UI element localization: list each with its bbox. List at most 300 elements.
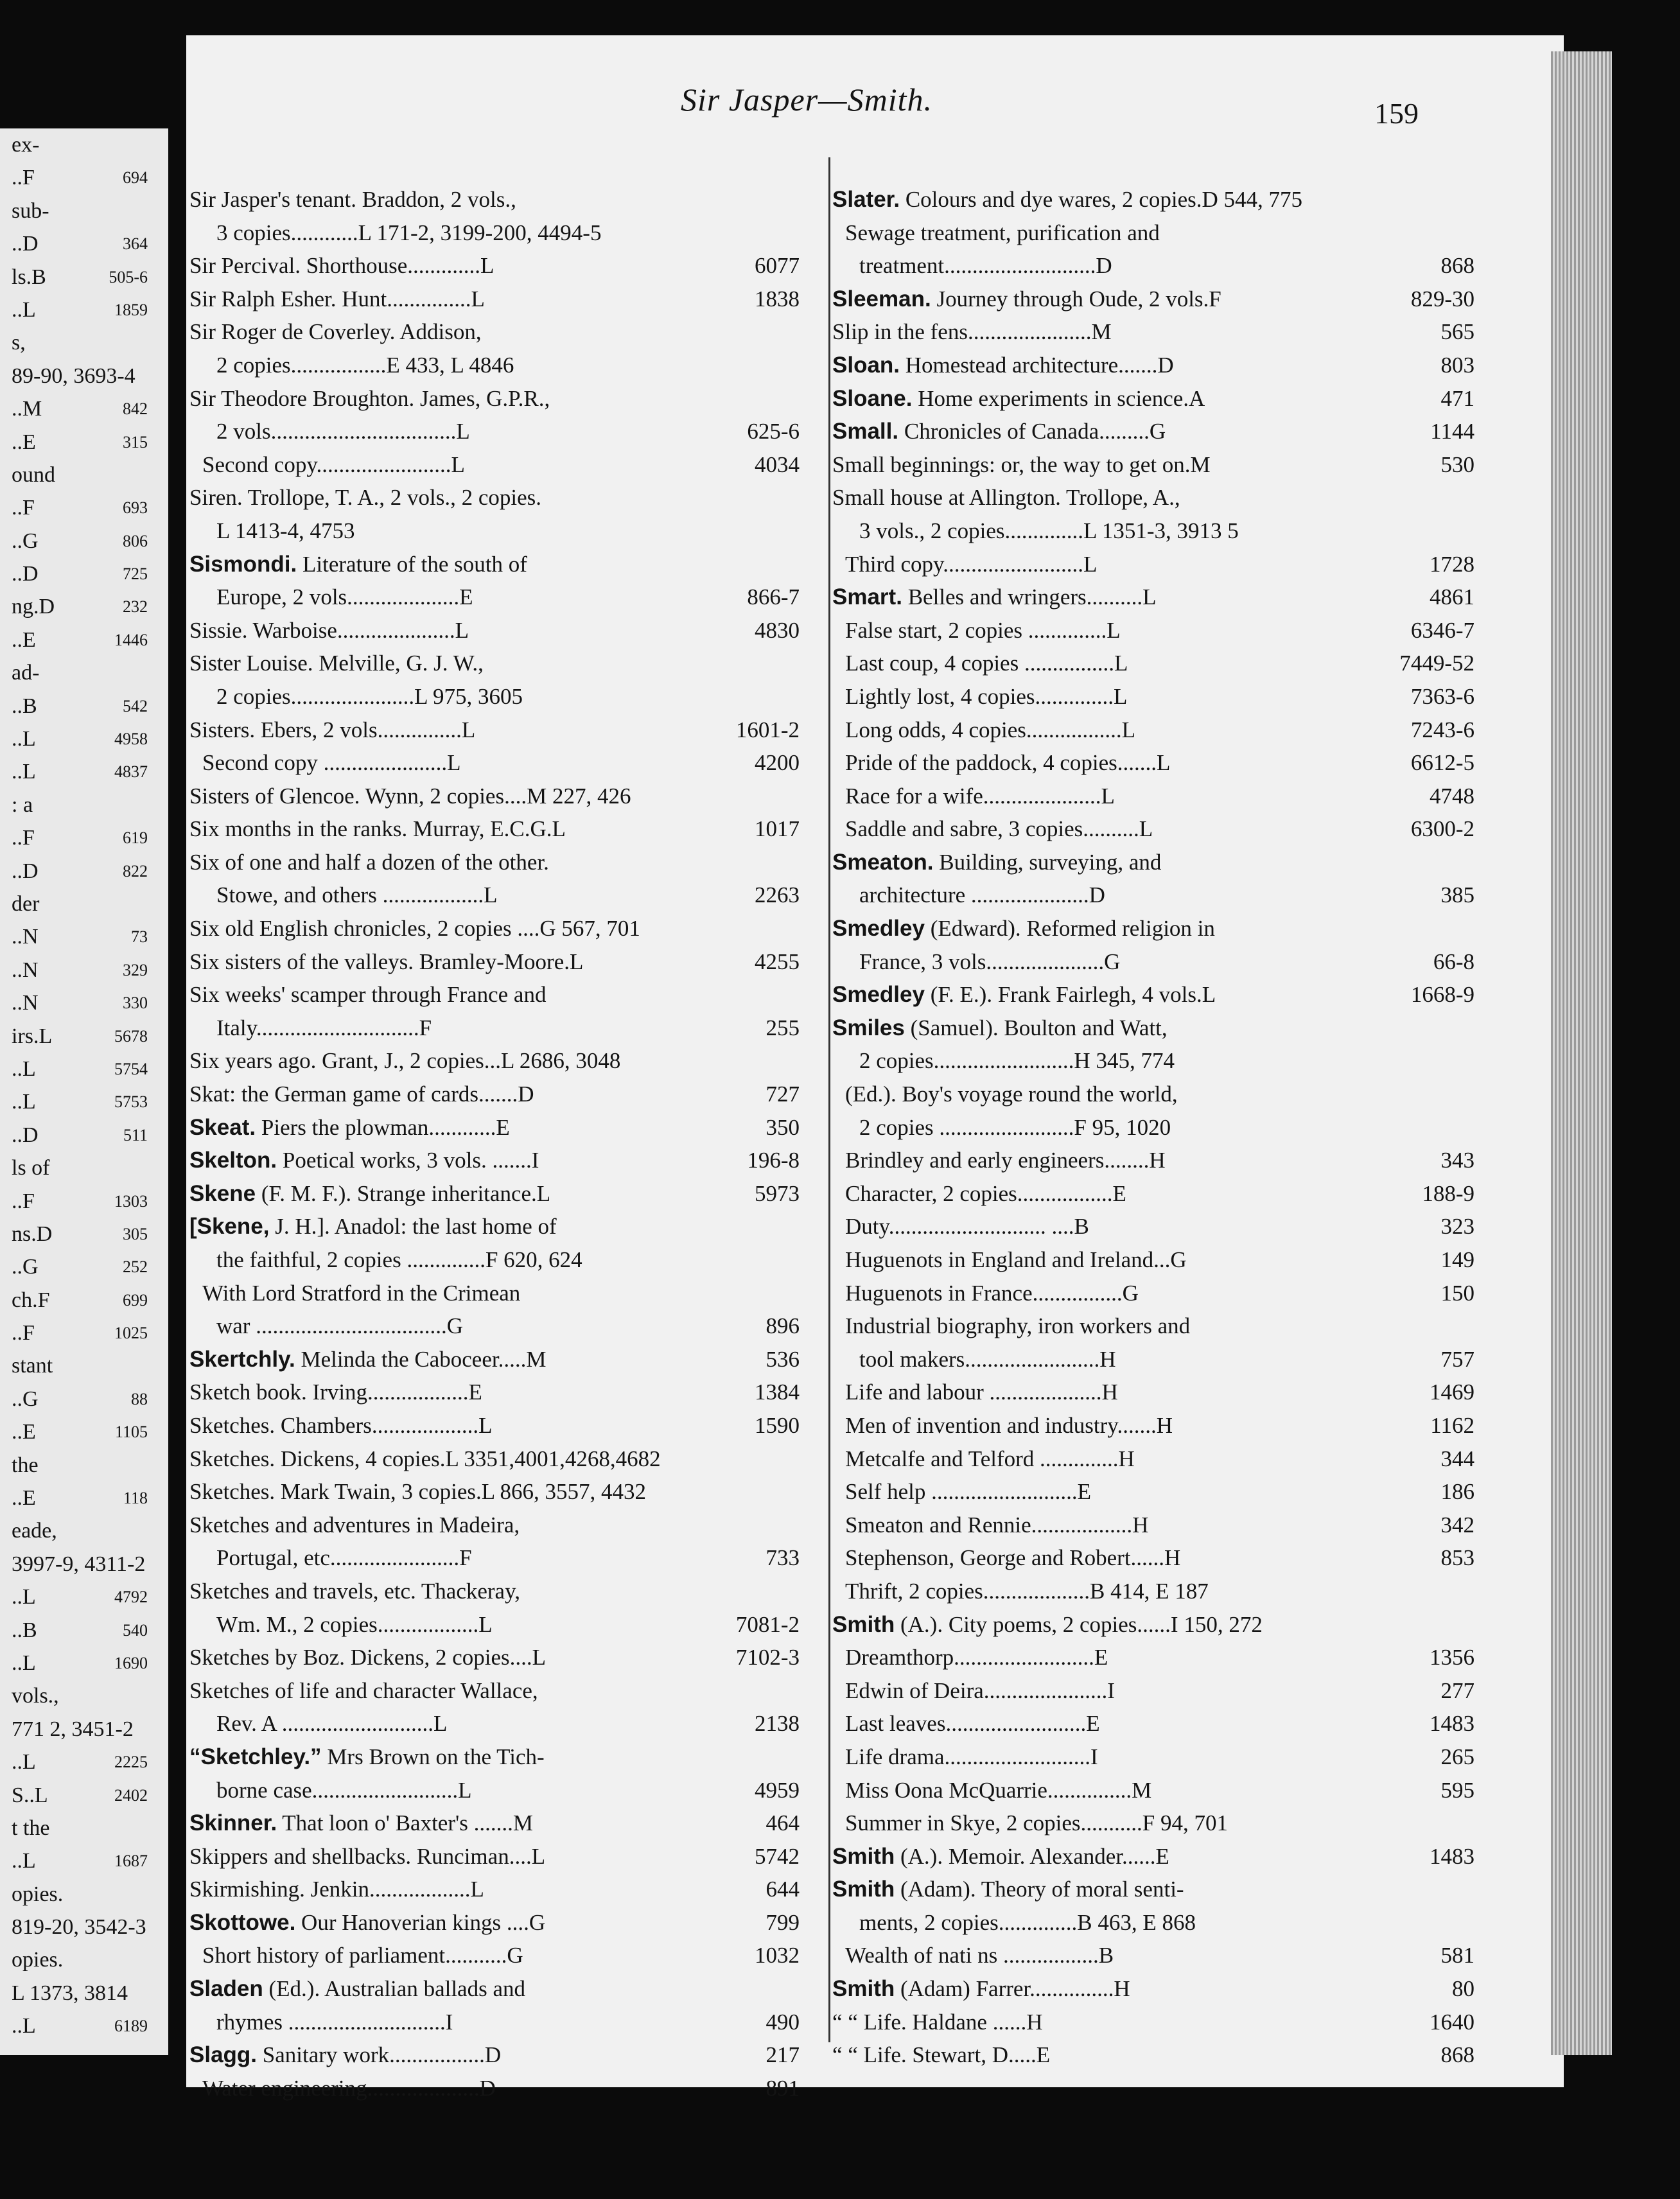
index-entry <box>189 1674 800 1740</box>
entry-title: Sketches. Chambers...................L <box>189 1412 493 1438</box>
entry-title: Skinner. That loon o' Baxter's .......M <box>189 1810 534 1836</box>
fragment-text: vols., <box>12 1684 59 1708</box>
index-entry <box>832 1707 1474 1740</box>
fragment-text: der <box>12 891 40 916</box>
fragment-number: 1859 <box>114 300 148 319</box>
fragment-number: 364 <box>123 234 148 254</box>
entry-title: Skene (F. M. F.). Strange inheritance.L <box>189 1180 551 1206</box>
shelf-number: 1838 <box>755 286 800 311</box>
fragment-text: ex- <box>12 133 40 157</box>
shelf-number: 4861 <box>1430 584 1474 610</box>
fragment-line <box>0 326 159 359</box>
entry-title: Second copy........................L <box>202 451 465 477</box>
entry-title: “ “ Life. Stewart, D.....E <box>832 2042 1051 2068</box>
index-entry <box>832 1939 1474 1972</box>
fragment-text: opies. <box>12 1948 64 1972</box>
shelf-number: 4748 <box>1430 783 1474 809</box>
facing-page-fragment <box>0 128 168 2055</box>
shelf-number: 866-7 <box>747 584 800 610</box>
fragment-text: ..L <box>12 1651 36 1675</box>
fragment-line <box>0 1911 159 1943</box>
fragment-line <box>0 590 159 623</box>
index-entry <box>189 1343 800 1376</box>
shelf-number: 896 <box>766 1313 800 1339</box>
fragment-line <box>0 1548 159 1581</box>
fragment-text: ..D <box>12 859 39 883</box>
entry-title: Sketches. Mark Twain, 3 copies.L 866, 3557, 4432 <box>189 1479 647 1505</box>
shelf-number: 490 <box>766 2009 800 2035</box>
entry-title: Sketches and travels, etc. Thackeray, <box>189 1578 521 1604</box>
fragment-number: 2225 <box>114 1753 148 1772</box>
fragment-number: 842 <box>123 399 148 419</box>
fragment-line <box>0 656 159 689</box>
index-entry <box>189 1144 800 1177</box>
fragment-number: 5753 <box>114 1092 148 1112</box>
entry-continuation: 2 copies.................E 433, L 4846 <box>216 352 514 378</box>
index-entry <box>832 548 1474 581</box>
entry-title: Smeaton. Building, surveying, and <box>832 849 1162 875</box>
index-entry <box>832 1575 1474 1608</box>
shelf-number: 1590 <box>755 1412 800 1438</box>
fragment-text: ..L <box>12 1056 36 1081</box>
fragment-line <box>0 1614 159 1647</box>
fragment-text: ..L <box>12 1849 36 1873</box>
fragment-number: 4837 <box>114 762 148 782</box>
fragment-text: ..B <box>12 1618 37 1642</box>
entry-continuation: tool makers........................H <box>859 1346 1116 1372</box>
entry-title: Last leaves.........................E <box>845 1711 1100 1737</box>
index-entry <box>832 382 1474 416</box>
index-entry <box>832 1078 1474 1144</box>
shelf-number: 66-8 <box>1433 949 1474 974</box>
fragment-line <box>0 557 159 590</box>
entry-title: Stephenson, George and Robert......H <box>845 1545 1181 1571</box>
fragment-number: 5754 <box>114 1059 148 1078</box>
entry-title: Life drama..........................I <box>845 1744 1098 1769</box>
shelf-number: 7363-6 <box>1410 683 1474 709</box>
index-entry <box>832 714 1474 747</box>
entry-continuation: war ..................................G <box>216 1313 463 1339</box>
shelf-number: 1469 <box>1430 1380 1474 1405</box>
entry-continuation: Italy.............................F <box>216 1015 432 1040</box>
fragment-number: 822 <box>123 861 148 880</box>
fragment-line <box>0 1317 159 1349</box>
fragment-line <box>0 1415 159 1448</box>
fragment-line <box>0 1284 159 1317</box>
fragment-text: : a <box>12 793 33 817</box>
entry-title: Sewage treatment, purification and <box>845 220 1160 245</box>
fragment-number: 329 <box>123 960 148 979</box>
entry-title: Smeaton and Rennie..................H <box>845 1512 1149 1538</box>
shelf-number: 350 <box>766 1114 800 1140</box>
shelf-number: 4830 <box>755 617 800 643</box>
fragment-text: L 1373, 3814 <box>12 1981 128 2005</box>
fragment-line <box>0 1085 159 1118</box>
entry-continuation: 3 vols., 2 copies..............L 1351-3, 3913 5 <box>859 518 1239 543</box>
shelf-number: 255 <box>766 1015 800 1040</box>
fragment-line <box>0 1746 159 1778</box>
shelf-number: 644 <box>766 1877 800 1902</box>
fragment-text: ..E <box>12 1420 36 1444</box>
fragment-text: eade, <box>12 1519 57 1543</box>
entry-continuation: 3 copies............L 171-2, 3199-200, 4494-5 <box>216 220 602 245</box>
shelf-number: 853 <box>1440 1545 1474 1571</box>
entry-continuation: ments, 2 copies..............B 463, E 868 <box>859 1909 1196 1935</box>
entry-title: Skat: the German game of cards.......D <box>189 1082 534 1107</box>
fragment-number: 1446 <box>114 630 148 649</box>
fragment-number: 511 <box>123 1125 148 1144</box>
fragment-line <box>0 755 159 788</box>
fragment-text: ..F <box>12 1189 35 1213</box>
index-entry <box>832 1740 1474 1774</box>
entry-title: Smart. Belles and wringers..........L <box>832 584 1157 610</box>
index-entry <box>189 1442 800 1476</box>
index-entry <box>189 1210 800 1276</box>
fragment-text: ound <box>12 462 55 487</box>
index-entry <box>189 1409 800 1442</box>
fragment-line <box>0 1218 159 1250</box>
index-entry <box>832 1509 1474 1542</box>
fragment-number: 252 <box>123 1257 148 1277</box>
index-entry <box>189 846 800 912</box>
entry-title: Slater. Colours and dye wares, 2 copies.D 544, 775 <box>832 187 1303 212</box>
fragment-text: ..L <box>12 1585 36 1609</box>
fragment-text: ls of <box>12 1156 50 1180</box>
shelf-number: 150 <box>1440 1280 1474 1306</box>
fragment-number: 1105 <box>114 1423 148 1442</box>
index-entry <box>189 548 800 614</box>
fragment-number: 1687 <box>114 1852 148 1871</box>
entry-title: Short history of parliament...........G <box>202 1943 523 1968</box>
shelf-number: 196-8 <box>747 1148 800 1173</box>
fragment-line <box>0 491 159 524</box>
shelf-number: 188-9 <box>1422 1180 1474 1206</box>
entry-title: Sloan. Homestead architecture.......D <box>832 352 1174 378</box>
index-entry <box>189 614 800 647</box>
shelf-number: 5973 <box>755 1180 800 1206</box>
index-entry <box>832 1873 1474 1939</box>
shelf-number: 149 <box>1440 1247 1474 1272</box>
entry-title: Pride of the paddock, 4 copies.......L <box>845 750 1171 776</box>
entry-continuation: Rev. A ...........................L <box>216 1711 448 1737</box>
fragment-text: ..N <box>12 958 39 982</box>
entry-title: Small. Chronicles of Canada.........G <box>832 419 1166 444</box>
entry-continuation: Portugal, etc.......................F <box>216 1545 472 1571</box>
entry-title: Sketches of life and character Wallace, <box>189 1678 538 1703</box>
index-entry <box>832 1012 1474 1078</box>
fragment-line <box>0 1844 159 1877</box>
shelf-number: 868 <box>1440 2042 1474 2068</box>
entry-title: Sisters of Glencoe. Wynn, 2 copies....M 227, 426 <box>189 783 631 809</box>
shelf-number: 595 <box>1440 1777 1474 1803</box>
index-entry <box>189 1509 800 1575</box>
entry-title: Six years ago. Grant, J., 2 copies...L 2686, 3048 <box>189 1048 621 1074</box>
shelf-number: 891 <box>766 2075 800 2101</box>
shelf-number: 1601-2 <box>735 717 800 742</box>
fragment-line <box>0 1185 159 1218</box>
shelf-number: 4959 <box>755 1777 800 1803</box>
fragment-text: s, <box>12 331 26 355</box>
fragment-line <box>0 1977 159 2010</box>
shelf-number: 323 <box>1440 1214 1474 1240</box>
fragment-number: 694 <box>123 168 148 188</box>
shelf-number: 1728 <box>1430 551 1474 577</box>
fragment-text: ad- <box>12 661 40 685</box>
fragment-text: opies. <box>12 1882 64 1906</box>
fragment-line <box>0 1119 159 1152</box>
shelf-number: 1640 <box>1430 2009 1474 2035</box>
shelf-number: 2263 <box>755 882 800 908</box>
fragment-line <box>0 855 159 888</box>
entry-title: Industrial biography, iron workers and <box>845 1313 1191 1339</box>
shelf-number: 565 <box>1440 319 1474 345</box>
fragment-text: ng.D <box>12 595 55 619</box>
index-entry <box>189 780 800 813</box>
index-entry <box>189 448 800 482</box>
fragment-text: ..D <box>12 562 39 586</box>
shelf-number: 186 <box>1440 1479 1474 1505</box>
entry-title: Metcalfe and Telford ..............H <box>845 1446 1135 1471</box>
index-entry <box>189 1641 800 1674</box>
shelf-number: 536 <box>766 1346 800 1372</box>
fragment-text: ..D <box>12 1123 39 1147</box>
shelf-number: 733 <box>766 1545 800 1571</box>
fragment-line <box>0 723 159 755</box>
shelf-number: 803 <box>1440 352 1474 378</box>
fragment-number: 2402 <box>114 1785 148 1805</box>
index-entry <box>189 1177 800 1211</box>
index-entry <box>832 1277 1474 1310</box>
fragment-line <box>0 1152 159 1184</box>
entry-title: Lightly lost, 4 copies..............L <box>845 683 1128 709</box>
entry-title: Second copy ......................L <box>202 750 461 776</box>
facing-page-text <box>0 128 159 2043</box>
index-entry <box>189 647 800 713</box>
shelf-number: 464 <box>766 1810 800 1836</box>
entry-title: Race for a wife.....................L <box>845 783 1115 809</box>
entry-title: Sir Ralph Esher. Hunt...............L <box>189 286 485 311</box>
index-entry <box>189 1111 800 1144</box>
entry-title: Sir Theodore Broughton. James, G.P.R., <box>189 385 550 411</box>
fragment-line <box>0 1713 159 1746</box>
entry-title: “Sketchley.” Mrs Brown on the Tich- <box>189 1744 545 1769</box>
fragment-line <box>0 1020 159 1053</box>
fragment-text: the <box>12 1453 39 1477</box>
fragment-line <box>0 1349 159 1382</box>
fragment-line <box>0 986 159 1019</box>
entry-title: Sisters. Ebers, 2 vols...............L <box>189 717 476 742</box>
index-entry <box>832 2006 1474 2039</box>
entry-continuation: borne case..........................L <box>216 1777 472 1803</box>
shelf-number: 1384 <box>755 1380 800 1405</box>
fragment-number: 5678 <box>114 1026 148 1046</box>
shelf-number: 217 <box>766 2042 800 2068</box>
fragment-number: 232 <box>123 597 148 617</box>
entry-title: Skottowe. Our Hanoverian kings ....G <box>189 1909 546 1935</box>
index-entry <box>189 1475 800 1509</box>
entry-title: Third copy.........................L <box>845 551 1098 577</box>
fragment-line <box>0 1383 159 1415</box>
index-entry <box>189 2072 800 2105</box>
index-entry <box>189 1044 800 1078</box>
index-entry <box>832 1243 1474 1277</box>
entry-title: Six months in the ranks. Murray, E.C.G.L <box>189 816 566 842</box>
fragment-line <box>0 690 159 723</box>
fragment-line <box>0 261 159 293</box>
index-entry <box>832 812 1474 846</box>
fragment-line <box>0 195 159 227</box>
index-entry <box>832 1144 1474 1177</box>
shelf-number: 757 <box>1440 1346 1474 1372</box>
fragment-text: ls.B <box>12 265 46 289</box>
fragment-line <box>0 954 159 986</box>
entry-continuation: Wm. M., 2 copies..................L <box>216 1611 493 1637</box>
index-entry <box>832 978 1474 1012</box>
index-entry <box>832 846 1474 912</box>
fragment-line <box>0 821 159 854</box>
shelf-number: 343 <box>1440 1148 1474 1173</box>
entry-title: Siren. Trollope, T. A., 2 vols., 2 copies. <box>189 485 542 511</box>
index-entry <box>832 680 1474 714</box>
fragment-number: 1690 <box>114 1653 148 1672</box>
index-entry <box>189 283 800 316</box>
fragment-number: 88 <box>131 1389 148 1408</box>
entry-title: Huguenots in England and Ireland...G <box>845 1247 1187 1272</box>
fragment-line <box>0 161 159 194</box>
fragment-line <box>0 920 159 953</box>
index-column-left <box>189 183 800 2105</box>
index-entry <box>832 1608 1474 1642</box>
index-entry <box>832 1210 1474 1243</box>
entry-title: Sister Louise. Melville, G. J. W., <box>189 651 484 676</box>
entry-title: Wealth of nati ns .................B <box>845 1943 1114 1968</box>
shelf-number: 1483 <box>1430 1843 1474 1869</box>
running-head: Sir Jasper—Smith. <box>681 82 932 118</box>
index-entry <box>189 912 800 945</box>
fragment-line <box>0 227 159 260</box>
shelf-number: 5742 <box>755 1843 800 1869</box>
fragment-text: irs.L <box>12 1024 53 1048</box>
fragment-text: ..E <box>12 627 36 652</box>
fragment-number: 806 <box>123 531 148 550</box>
entry-title: Smiles (Samuel). Boulton and Watt, <box>832 1015 1168 1040</box>
index-entry <box>189 978 800 1044</box>
index-entry <box>189 1807 800 1840</box>
fragment-line <box>0 1812 159 1844</box>
index-entry <box>189 945 800 979</box>
fragment-number: 118 <box>123 1489 148 1508</box>
fragment-text: ..F <box>12 826 35 850</box>
fragment-line <box>0 1943 159 1976</box>
shelf-number: 6346-7 <box>1410 617 1474 643</box>
index-entry <box>832 581 1474 614</box>
entry-continuation: architecture .....................D <box>859 882 1105 908</box>
fragment-line <box>0 2010 159 2042</box>
fragment-line <box>0 525 159 557</box>
shelf-number: 2138 <box>755 1711 800 1737</box>
entry-title: Last coup, 4 copies ................L <box>845 651 1128 676</box>
shelf-number: 277 <box>1440 1678 1474 1703</box>
index-entry <box>832 1376 1474 1409</box>
entry-title: Sketches by Boz. Dickens, 2 copies....L <box>189 1645 547 1670</box>
entry-title: Sketches and adventures in Madeira, <box>189 1512 520 1538</box>
entry-title: Skelton. Poetical works, 3 vols. .......I <box>189 1148 539 1173</box>
fragment-line <box>0 624 159 656</box>
fragment-number: 73 <box>131 927 148 947</box>
index-entry <box>832 1641 1474 1674</box>
entry-title: Sismondi. Literature of the south of <box>189 551 527 577</box>
fragment-number: 1303 <box>114 1191 148 1211</box>
fragment-text: 819-20, 3542-3 <box>12 1915 146 1940</box>
shelf-number: 829-30 <box>1410 286 1474 311</box>
entry-title: Long odds, 4 copies.................L <box>845 717 1136 742</box>
shelf-number: 1356 <box>1430 1645 1474 1670</box>
index-entry <box>832 647 1474 680</box>
fragment-text: ..L <box>12 727 36 751</box>
entry-continuation: 2 copies......................L 975, 3605 <box>216 683 523 709</box>
fragment-text: ..F <box>12 166 35 190</box>
fragment-text: ..L <box>12 1090 36 1114</box>
entry-title: Sissie. Warboise.....................L <box>189 617 469 643</box>
entry-title: Self help ..........................E <box>845 1479 1092 1505</box>
index-column-right <box>832 183 1474 2072</box>
index-entry <box>832 183 1474 216</box>
entry-title: Sir Percival. Shorthouse.............L <box>189 253 494 279</box>
entry-title: Smith (Adam). Theory of moral senti- <box>832 1877 1184 1902</box>
fragment-text: ..L <box>12 297 36 322</box>
fragment-number: 540 <box>123 1620 148 1640</box>
fragment-number: 1025 <box>114 1324 148 1343</box>
entry-title: Skeat. Piers the plowman............E <box>189 1114 510 1140</box>
fragment-line <box>0 1679 159 1712</box>
entry-title: Saddle and sabre, 3 copies..........L <box>845 816 1153 842</box>
entry-continuation: the faithful, 2 copies ..............F 620, 624 <box>216 1247 582 1272</box>
entry-title: Slagg. Sanitary work.................D <box>189 2042 502 2068</box>
fragment-text: ..F <box>12 496 35 520</box>
fragment-line <box>0 1779 159 1812</box>
shelf-number: 1483 <box>1430 1711 1474 1737</box>
entry-title: Six old English chronicles, 2 copies ....G 567, 701 <box>189 916 640 942</box>
index-entry <box>189 1575 800 1641</box>
fragment-text: ..G <box>12 1387 39 1411</box>
fragment-text: sub- <box>12 198 49 223</box>
entry-title: Skirmishing. Jenkin..................L <box>189 1877 484 1902</box>
entry-title: False start, 2 copies ..............L <box>845 617 1121 643</box>
fragment-number: 619 <box>123 828 148 848</box>
fragment-number: 315 <box>123 432 148 451</box>
fragment-number: 505-6 <box>109 267 148 286</box>
fragment-text: ..N <box>12 991 39 1015</box>
index-entry <box>189 1840 800 1873</box>
index-entry <box>832 216 1474 283</box>
index-entry <box>832 746 1474 780</box>
index-entry <box>832 1840 1474 1873</box>
entry-title: Smith (A.). City poems, 2 copies......I 150, 272 <box>832 1611 1263 1637</box>
shelf-number: 344 <box>1440 1446 1474 1471</box>
index-entry <box>189 1873 800 1906</box>
index-entry <box>832 912 1474 978</box>
fragment-text: ch.F <box>12 1288 50 1312</box>
shelf-number: 6077 <box>755 253 800 279</box>
entry-title: Small beginnings: or, the way to get on.M <box>832 451 1211 477</box>
shelf-number: 727 <box>766 1082 800 1107</box>
index-entry <box>189 714 800 747</box>
shelf-number: 6612-5 <box>1410 750 1474 776</box>
index-entry <box>832 614 1474 647</box>
index-entry <box>189 249 800 283</box>
index-entry <box>189 2038 800 2072</box>
entry-title: Smedley (F. E.). Frank Fairlegh, 4 vols.L <box>832 982 1216 1008</box>
